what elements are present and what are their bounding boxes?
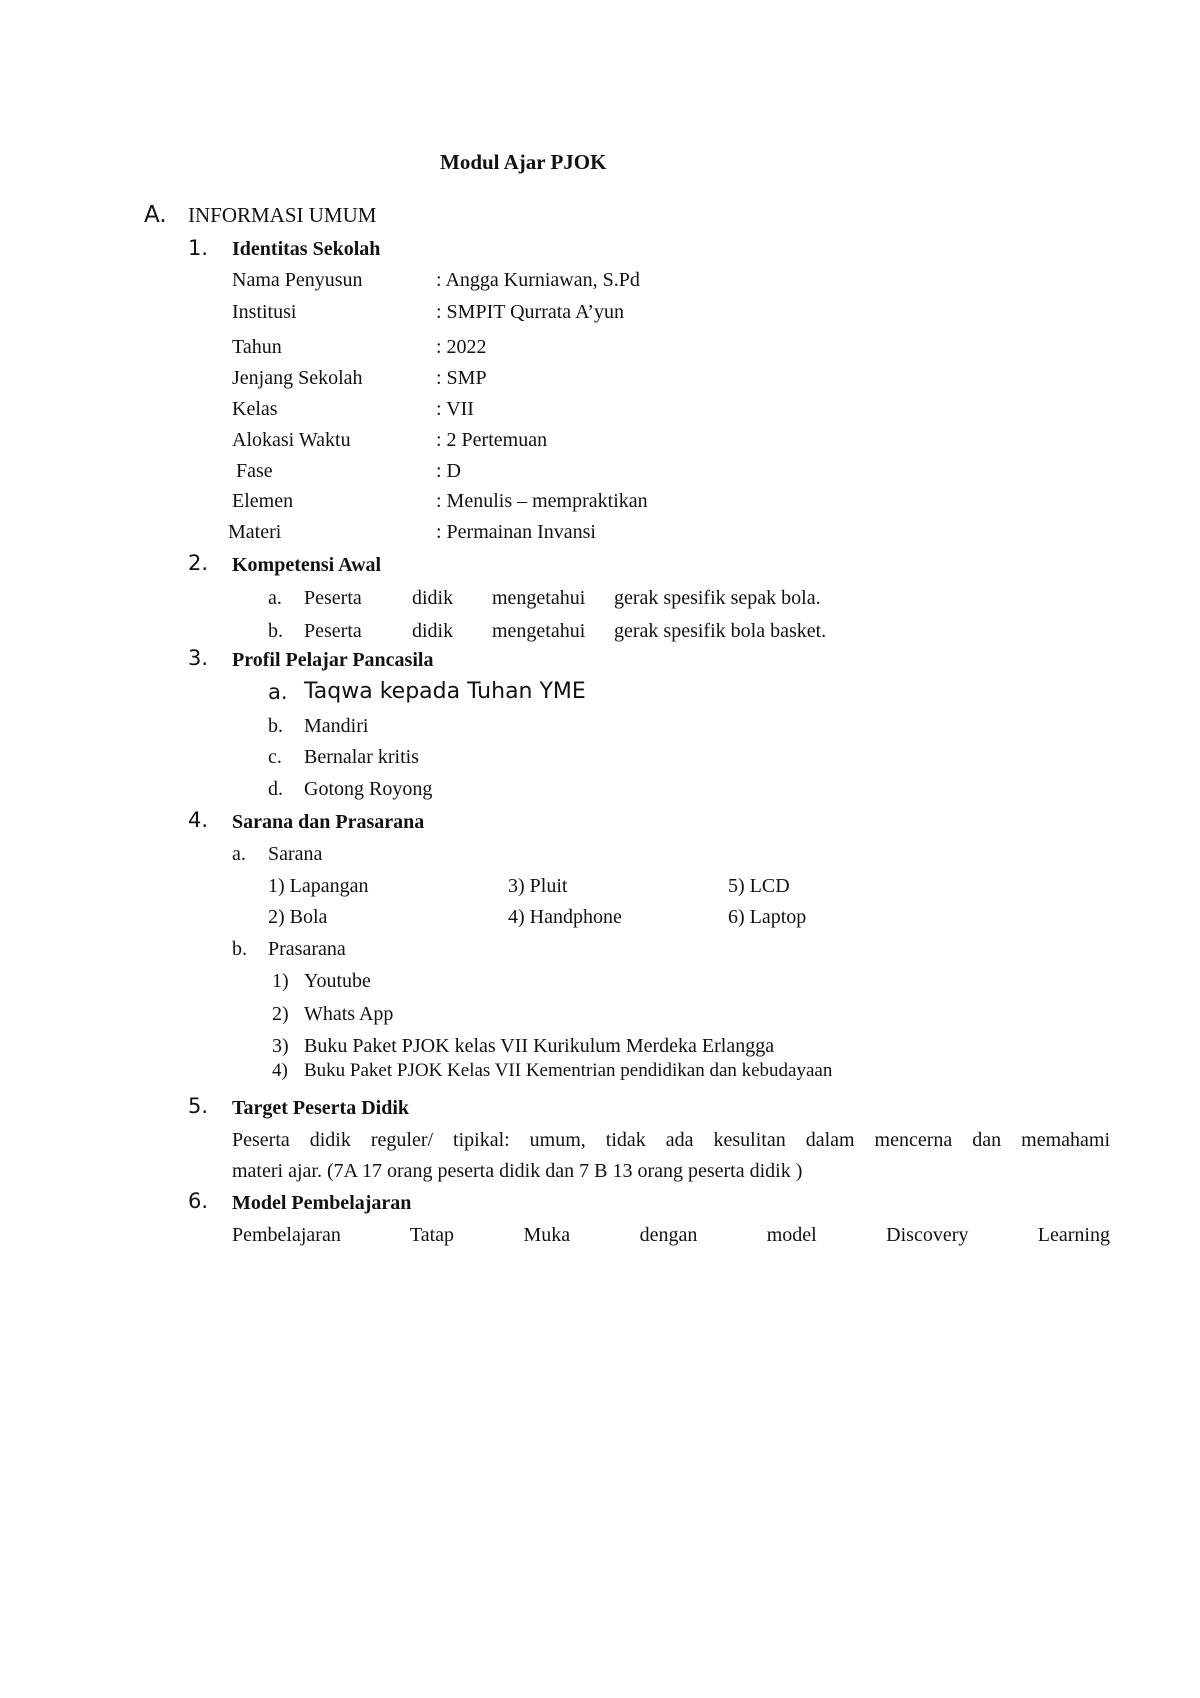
list-marker: d.	[268, 778, 283, 800]
identity-label: Jenjang Sekolah	[232, 367, 363, 389]
list-marker: 2)	[272, 1003, 289, 1025]
identity-value: : 2022	[436, 336, 487, 358]
section-a-heading: INFORMASI UMUM	[188, 203, 377, 227]
list-text: Buku Paket PJOK Kelas VII Kementrian pendidikan dan kebudayaan	[304, 1060, 833, 1081]
list-marker: b.	[268, 620, 283, 642]
list-text: Taqwa kepada Tuhan YME	[304, 679, 586, 704]
list-text: Bernalar kritis	[304, 746, 419, 768]
s6-number: 6.	[188, 1189, 209, 1213]
list-text: Mandiri	[304, 715, 369, 737]
s2-heading: Kompetensi Awal	[232, 554, 382, 576]
identity-value: : 2 Pertemuan	[436, 429, 548, 451]
list-marker: b.	[268, 715, 283, 737]
list-text: Peserta	[304, 620, 362, 642]
identity-value: : Permainan Invansi	[436, 521, 596, 543]
list-text: didik	[412, 620, 454, 642]
s5-paragraph-line: Peserta didik reguler/ tipikal: umum, tidak ada kesulitan dalam mencerna dan memahami	[232, 1129, 1110, 1151]
identity-label: Tahun	[232, 336, 282, 358]
grid-cell: 1) Lapangan	[268, 875, 369, 897]
identity-label: Alokasi Waktu	[232, 429, 351, 451]
identity-value: : Menulis – mempraktikan	[436, 490, 648, 512]
s2-number: 2.	[188, 551, 209, 575]
s6-heading: Model Pembelajaran	[232, 1192, 412, 1214]
list-marker: 4)	[272, 1060, 288, 1081]
identity-value: : VII	[436, 398, 474, 420]
list-text: mengetahui	[492, 587, 586, 609]
identity-value: : Angga Kurniawan, S.Pd	[436, 269, 640, 291]
identity-value: : SMPIT Qurrata A’yun	[436, 301, 624, 323]
identity-label: Fase	[236, 460, 273, 482]
sarana-marker: a.	[232, 843, 246, 865]
list-text: gerak spesifik sepak bola.	[614, 587, 821, 609]
identity-label: Kelas	[232, 398, 278, 420]
list-text: Buku Paket PJOK kelas VII Kurikulum Merdeka Erlangga	[304, 1035, 775, 1057]
s5-paragraph-line: materi ajar. (7A 17 orang peserta didik dan 7 B 13 orang peserta didik )	[232, 1160, 803, 1182]
list-text: Gotong Royong	[304, 778, 433, 800]
list-marker: 1)	[272, 970, 289, 992]
identity-value: : SMP	[436, 367, 487, 389]
list-text: didik	[412, 587, 454, 609]
list-text: Peserta	[304, 587, 362, 609]
s5-number: 5.	[188, 1094, 209, 1118]
s3-number: 3.	[188, 646, 209, 670]
s6-paragraph-line: Pembelajaran Tatap Muka dengan model Discovery Learning	[232, 1224, 1110, 1246]
list-marker: a.	[268, 587, 282, 609]
grid-cell: 3) Pluit	[508, 875, 568, 897]
list-text: gerak spesifik bola basket.	[614, 620, 827, 642]
sarana-label: Sarana	[268, 843, 323, 865]
s3-heading: Profil Pelajar Pancasila	[232, 649, 434, 671]
identity-label: Institusi	[232, 301, 297, 323]
identity-label: Elemen	[232, 490, 294, 512]
s4-number: 4.	[188, 808, 209, 832]
s1-heading: Identitas Sekolah	[232, 238, 381, 260]
identity-label: Materi	[228, 521, 282, 543]
grid-cell: 4) Handphone	[508, 906, 622, 928]
grid-cell: 5) LCD	[728, 875, 790, 897]
list-text: Whats App	[304, 1003, 394, 1025]
prasarana-label: Prasarana	[268, 938, 346, 960]
s1-number: 1.	[188, 236, 209, 260]
grid-cell: 2) Bola	[268, 906, 328, 928]
list-marker: 3)	[272, 1035, 289, 1057]
document-title: Modul Ajar PJOK	[440, 150, 607, 174]
list-marker: a.	[268, 680, 288, 704]
identity-value: : D	[436, 460, 461, 482]
list-marker: c.	[268, 746, 282, 768]
s4-heading: Sarana dan Prasarana	[232, 811, 425, 833]
section-a-marker: A.	[144, 202, 167, 228]
identity-label: Nama Penyusun	[232, 269, 363, 291]
s5-heading: Target Peserta Didik	[232, 1097, 410, 1119]
prasarana-marker: b.	[232, 938, 247, 960]
list-text: Youtube	[304, 970, 371, 992]
list-text: mengetahui	[492, 620, 586, 642]
grid-cell: 6) Laptop	[728, 906, 807, 928]
